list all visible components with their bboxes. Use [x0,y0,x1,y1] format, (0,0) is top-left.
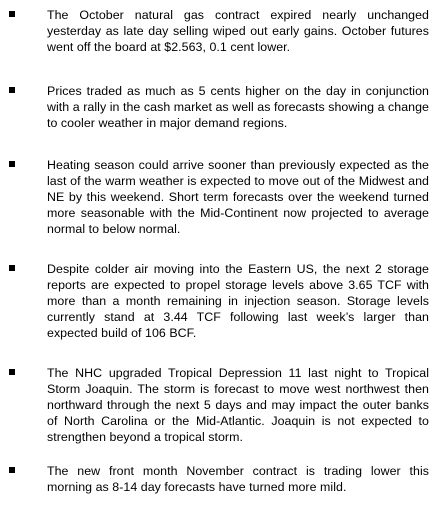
bullet-text: Despite colder air moving into the Eastern US, the next 2 storage reports are expected to propel storage levels above 3.65 TCF with more than a month remaining in injection season. Storage levels currently stand at 3.44 TCF following last week’s larger than expected build of 106 BCF. [47,262,429,340]
square-bullet-icon [9,11,15,17]
square-bullet-icon [9,369,15,375]
square-bullet-icon [9,87,15,93]
square-bullet-icon [9,467,15,473]
bullet-text: Prices traded as much as 5 cents higher on the day in conjunction with a rally in the cash market as well as forecasts showing a change to cooler weather in major demand regions. [47,84,429,130]
square-bullet-icon [9,265,15,271]
bullet-text: The NHC upgraded Tropical Depression 11 last night to Tropical Storm Joaquin. The storm is forecast to move west northwest then northward through the next 5 days and may impact the outer banks of North Carolina or the Mid-Atlantic. Joaquin is not expected to strengthen beyond a tropical storm. [47,366,429,444]
bullet-text: Heating season could arrive sooner than previously expected as the last of the warm weather is expected to move out of the Midwest and NE by this weekend. Short term forecasts over the weekend turned more seasonable with the Mid-Continent now projected to average normal to below normal. [47,158,429,236]
square-bullet-icon [9,161,15,167]
bullet-text: The October natural gas contract expired nearly unchanged yesterday as late day selling wiped out early gains. October futures went off the board at $2.563, 0.1 cent lower. [47,8,429,54]
bullet-text: The new front month November contract is trading lower this morning as 8-14 day forecasts have turned more mild. [47,464,429,494]
